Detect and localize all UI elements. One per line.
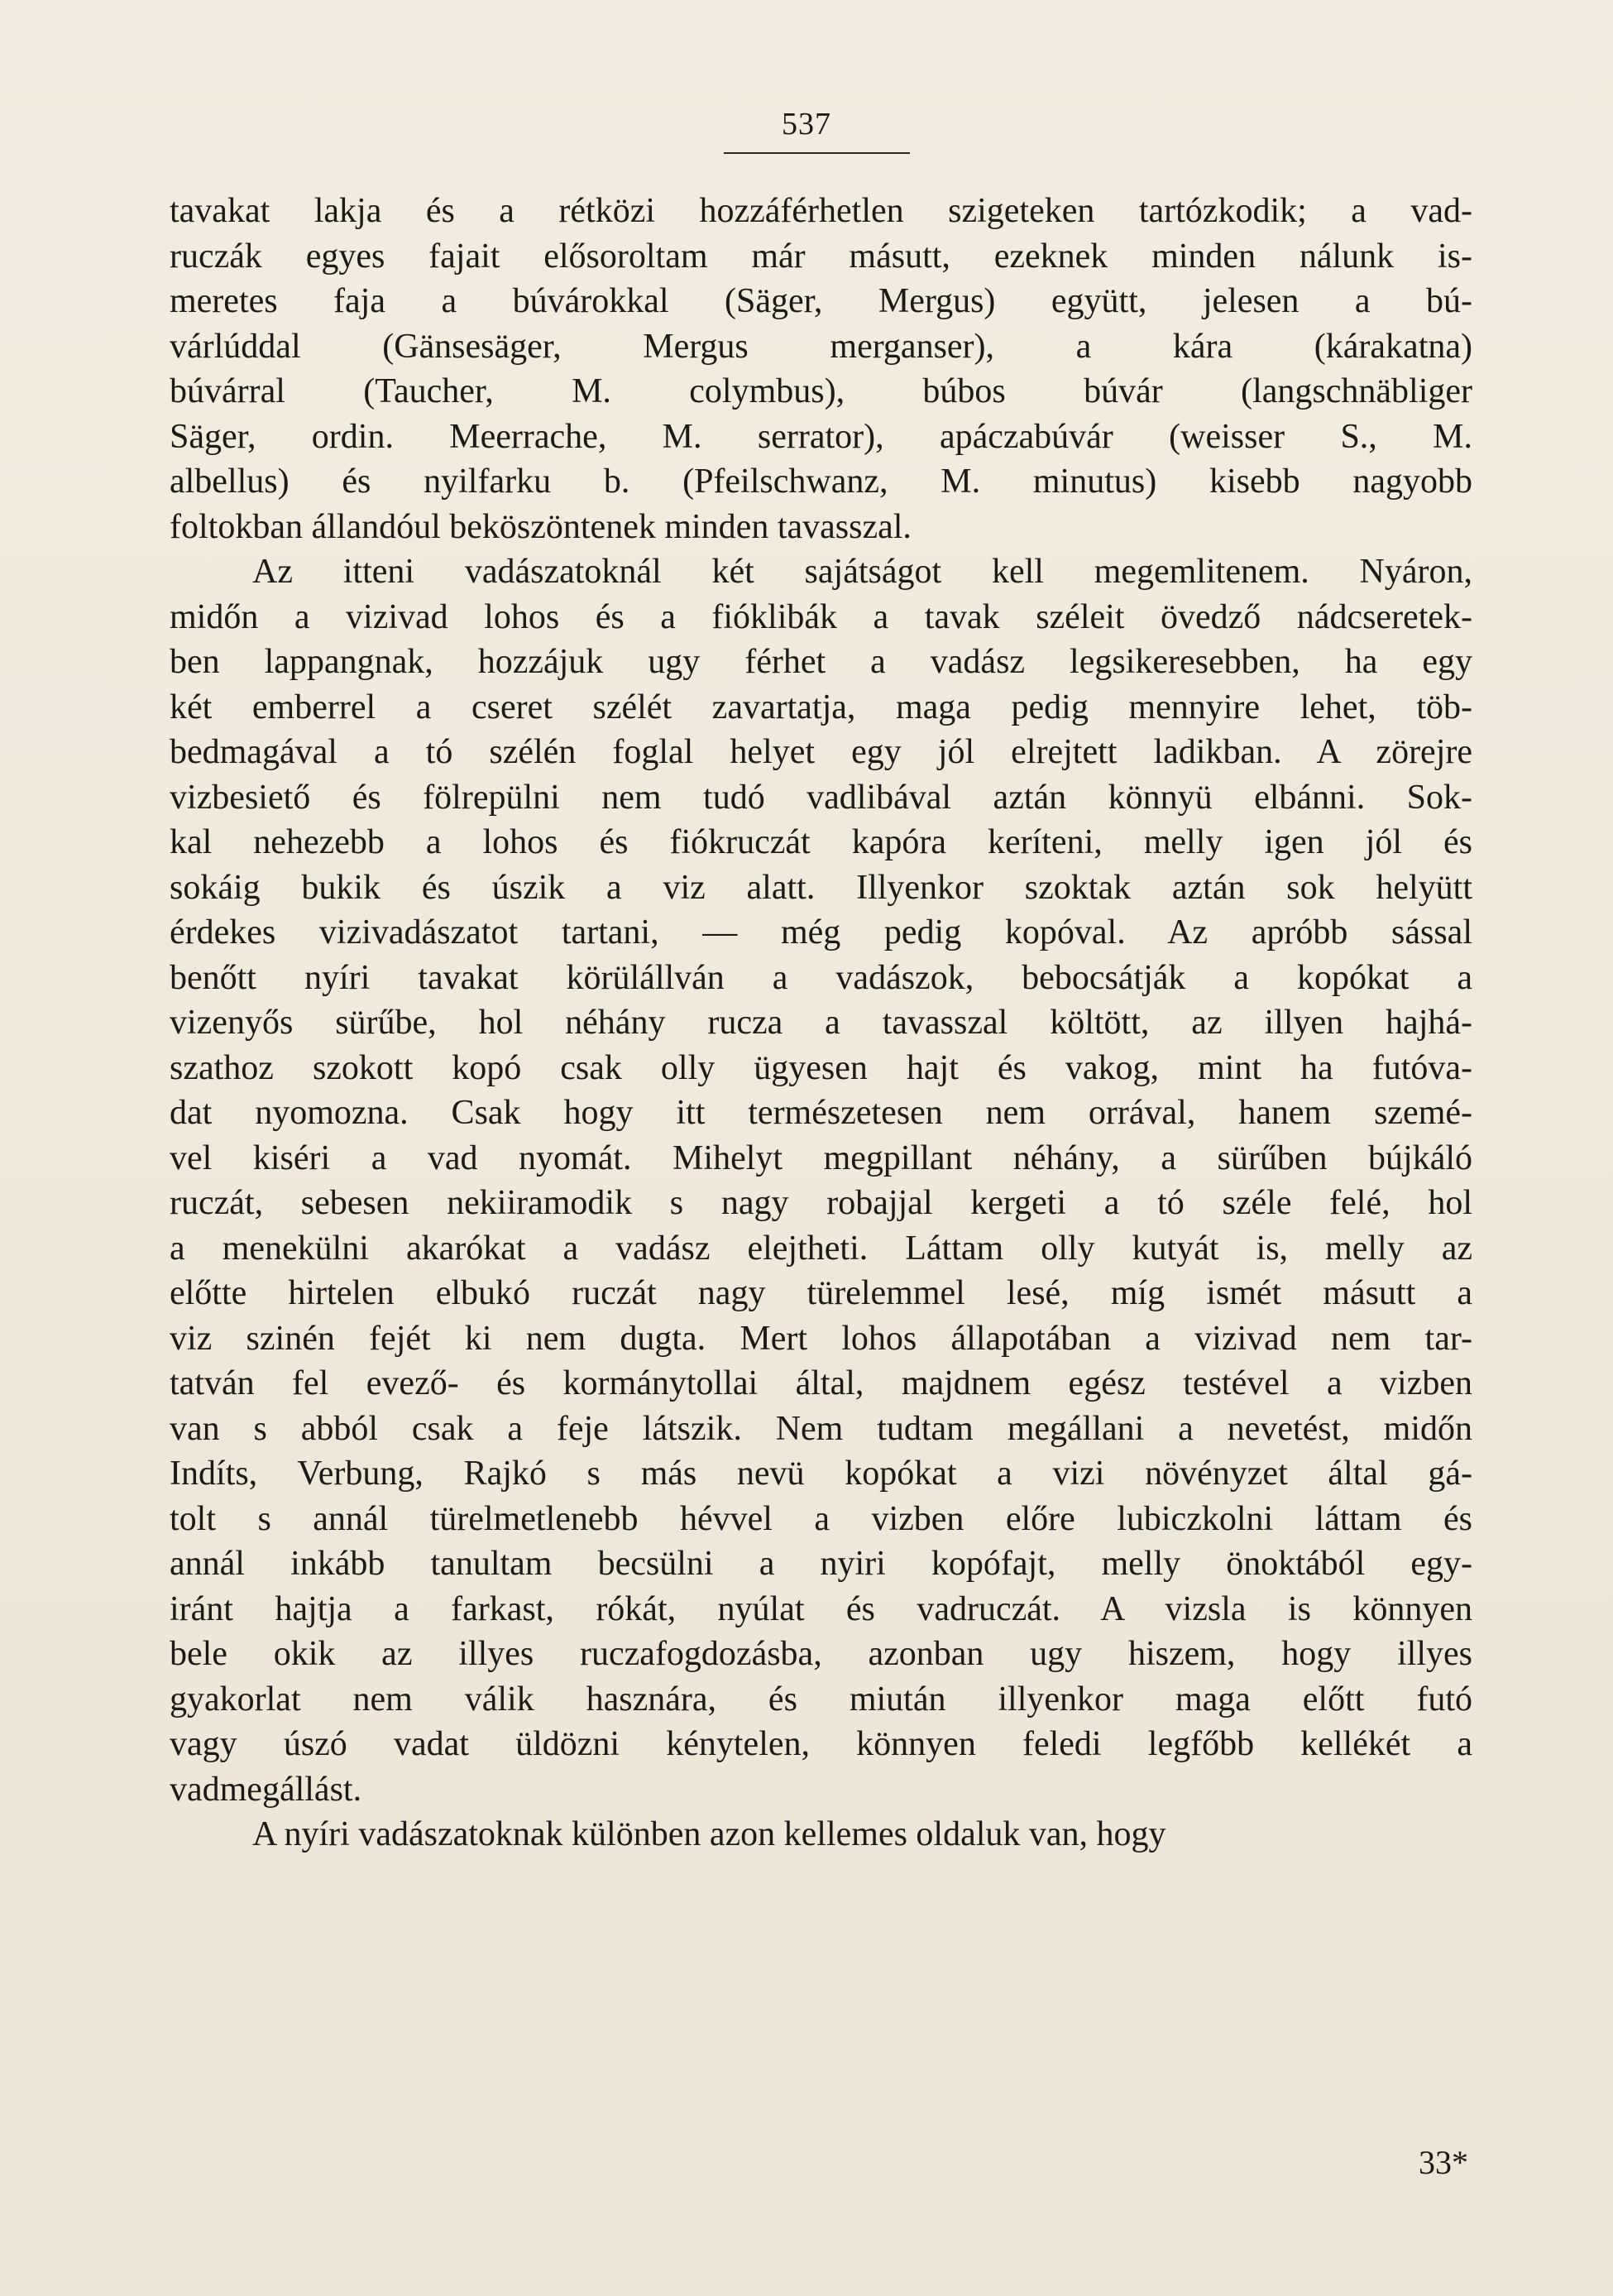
text-line: Indíts, Verbung, Rajkó s más nevü kopókat a vizi növényzet által gá- (170, 1455, 1472, 1493)
text-line: vagy úszó vadat üldözni kénytelen, könnyen feledi legfőbb kellékét a (170, 1725, 1472, 1763)
text-line: midőn a vizivad lohos és a fióklibák a tavak széleit övedző nádcseretek- (170, 597, 1472, 636)
paragraph (170, 1812, 1472, 1857)
text-line: a menekülni akarókat a vadász elejtheti. Láttam olly kutyát is, melly az (170, 1229, 1472, 1268)
text-line: bedmagával a tó szélén foglal helyet egy jól elrejtett ladikban. A zörejre (170, 733, 1472, 771)
text-line: Az itteni vadászatoknál két sajátságot kell megemlitenem. Nyáron, (252, 553, 1472, 591)
text-line: szathoz szokott kopó csak olly ügyesen hajt és vakog, mint ha futóva- (170, 1048, 1472, 1087)
text-line: dat nyomozna. Csak hogy itt természetesen nem orrával, hanem szemé- (170, 1094, 1472, 1132)
text-line: Säger, ordin. Meerrache, M. serrator), apáczabúvár (weisser S., M. (170, 417, 1472, 456)
text-line: érdekes vizivadászatot tartani, — még pedig kopóval. Az apróbb sással (170, 913, 1472, 951)
paragraph (170, 549, 1472, 1812)
text-line: vizbesiető és fölrepülni nem tudó vadlibával aztán könnyü elbánni. Sok- (170, 778, 1472, 817)
text-line: ruczák egyes fajait elősoroltam már másutt, ezeknek minden nálunk is- (170, 237, 1472, 276)
text-line: ruczát, sebesen nekiiramodik s nagy robajjal kergeti a tó széle felé, hol (170, 1184, 1472, 1222)
text-line: iránt hajtja a farkast, rókát, nyúlat és vadruczát. A vizsla is könnyen (170, 1589, 1472, 1628)
body-text (170, 189, 1472, 1857)
text-line: tavakat lakja és a rétközi hozzáférhetlen szigeteken tartózkodik; a vad- (170, 192, 1472, 230)
text-line: előtte hirtelen elbukó ruczát nagy türelemmel lesé, míg ismét másutt a (170, 1274, 1472, 1312)
paragraph (170, 189, 1472, 549)
page-number: 537 (782, 107, 831, 141)
text-line: vadmegállást. (170, 1770, 362, 1809)
text-line: vel kiséri a vad nyomát. Mihelyt megpillant néhány, a sürűben bújkáló (170, 1138, 1472, 1177)
text-line: ben lappangnak, hozzájuk ugy férhet a vadász legsikeresebben, ha egy (170, 643, 1472, 681)
text-line: foltokban állandóul beköszöntenek minden tavasszal. (170, 507, 912, 546)
text-line: van s abból csak a feje látszik. Nem tudtam megállani a nevetést, midőn (170, 1409, 1472, 1448)
text-line: sokáig bukik és úszik a viz alatt. Illyenkor szoktak aztán sok helyütt (170, 868, 1472, 907)
text-line: búvárral (Taucher, M. colymbus), búbos búvár (langschnäbliger (170, 372, 1472, 410)
header-rule (724, 152, 910, 154)
text-line: vizenyős sürűbe, hol néhány rucza a tavasszal költött, az illyen hajhá- (170, 1004, 1472, 1042)
text-line: tolt s annál türelmetlenebb hévvel a vizben előre lubiczkolni láttam és (170, 1499, 1472, 1538)
text-line: annál inkább tanultam becsülni a nyiri kopófajt, melly önoktából egy- (170, 1545, 1472, 1583)
text-line: viz szinén fejét ki nem dugta. Mert lohos állapotában a vizivad nem tar- (170, 1319, 1472, 1358)
text-line: A nyíri vadászatoknak különben azon kellemes oldaluk van, hogy (252, 1815, 1166, 1853)
text-line: tatván fel evező- és kormánytollai által, majdnem egész testével a vizben (170, 1364, 1472, 1402)
text-line: kal nehezebb a lohos és fiókruczát kapóra keríteni, melly igen jól és (170, 823, 1472, 861)
text-line: bele okik az illyes ruczafogdozásba, azonban ugy hiszem, hogy illyes (170, 1635, 1472, 1673)
signature-mark: 33* (1419, 2144, 1468, 2181)
text-line: gyakorlat nem válik hasznára, és miután illyenkor maga előtt futó (170, 1680, 1472, 1718)
text-line: meretes faja a búvárokkal (Säger, Mergus) együtt, jelesen a bú- (170, 282, 1472, 320)
text-line: várlúddal (Gänsesäger, Mergus merganser), a kára (kárakatna) (170, 327, 1472, 366)
text-line: két emberrel a cseret szélét zavartatja, maga pedig mennyire lehet, töb- (170, 688, 1472, 726)
text-line: benőtt nyíri tavakat körülállván a vadászok, bebocsátják a kopókat a (170, 958, 1472, 997)
text-line: albellus) és nyilfarku b. (Pfeilschwanz, M. minutus) kisebb nagyobb (170, 463, 1472, 501)
